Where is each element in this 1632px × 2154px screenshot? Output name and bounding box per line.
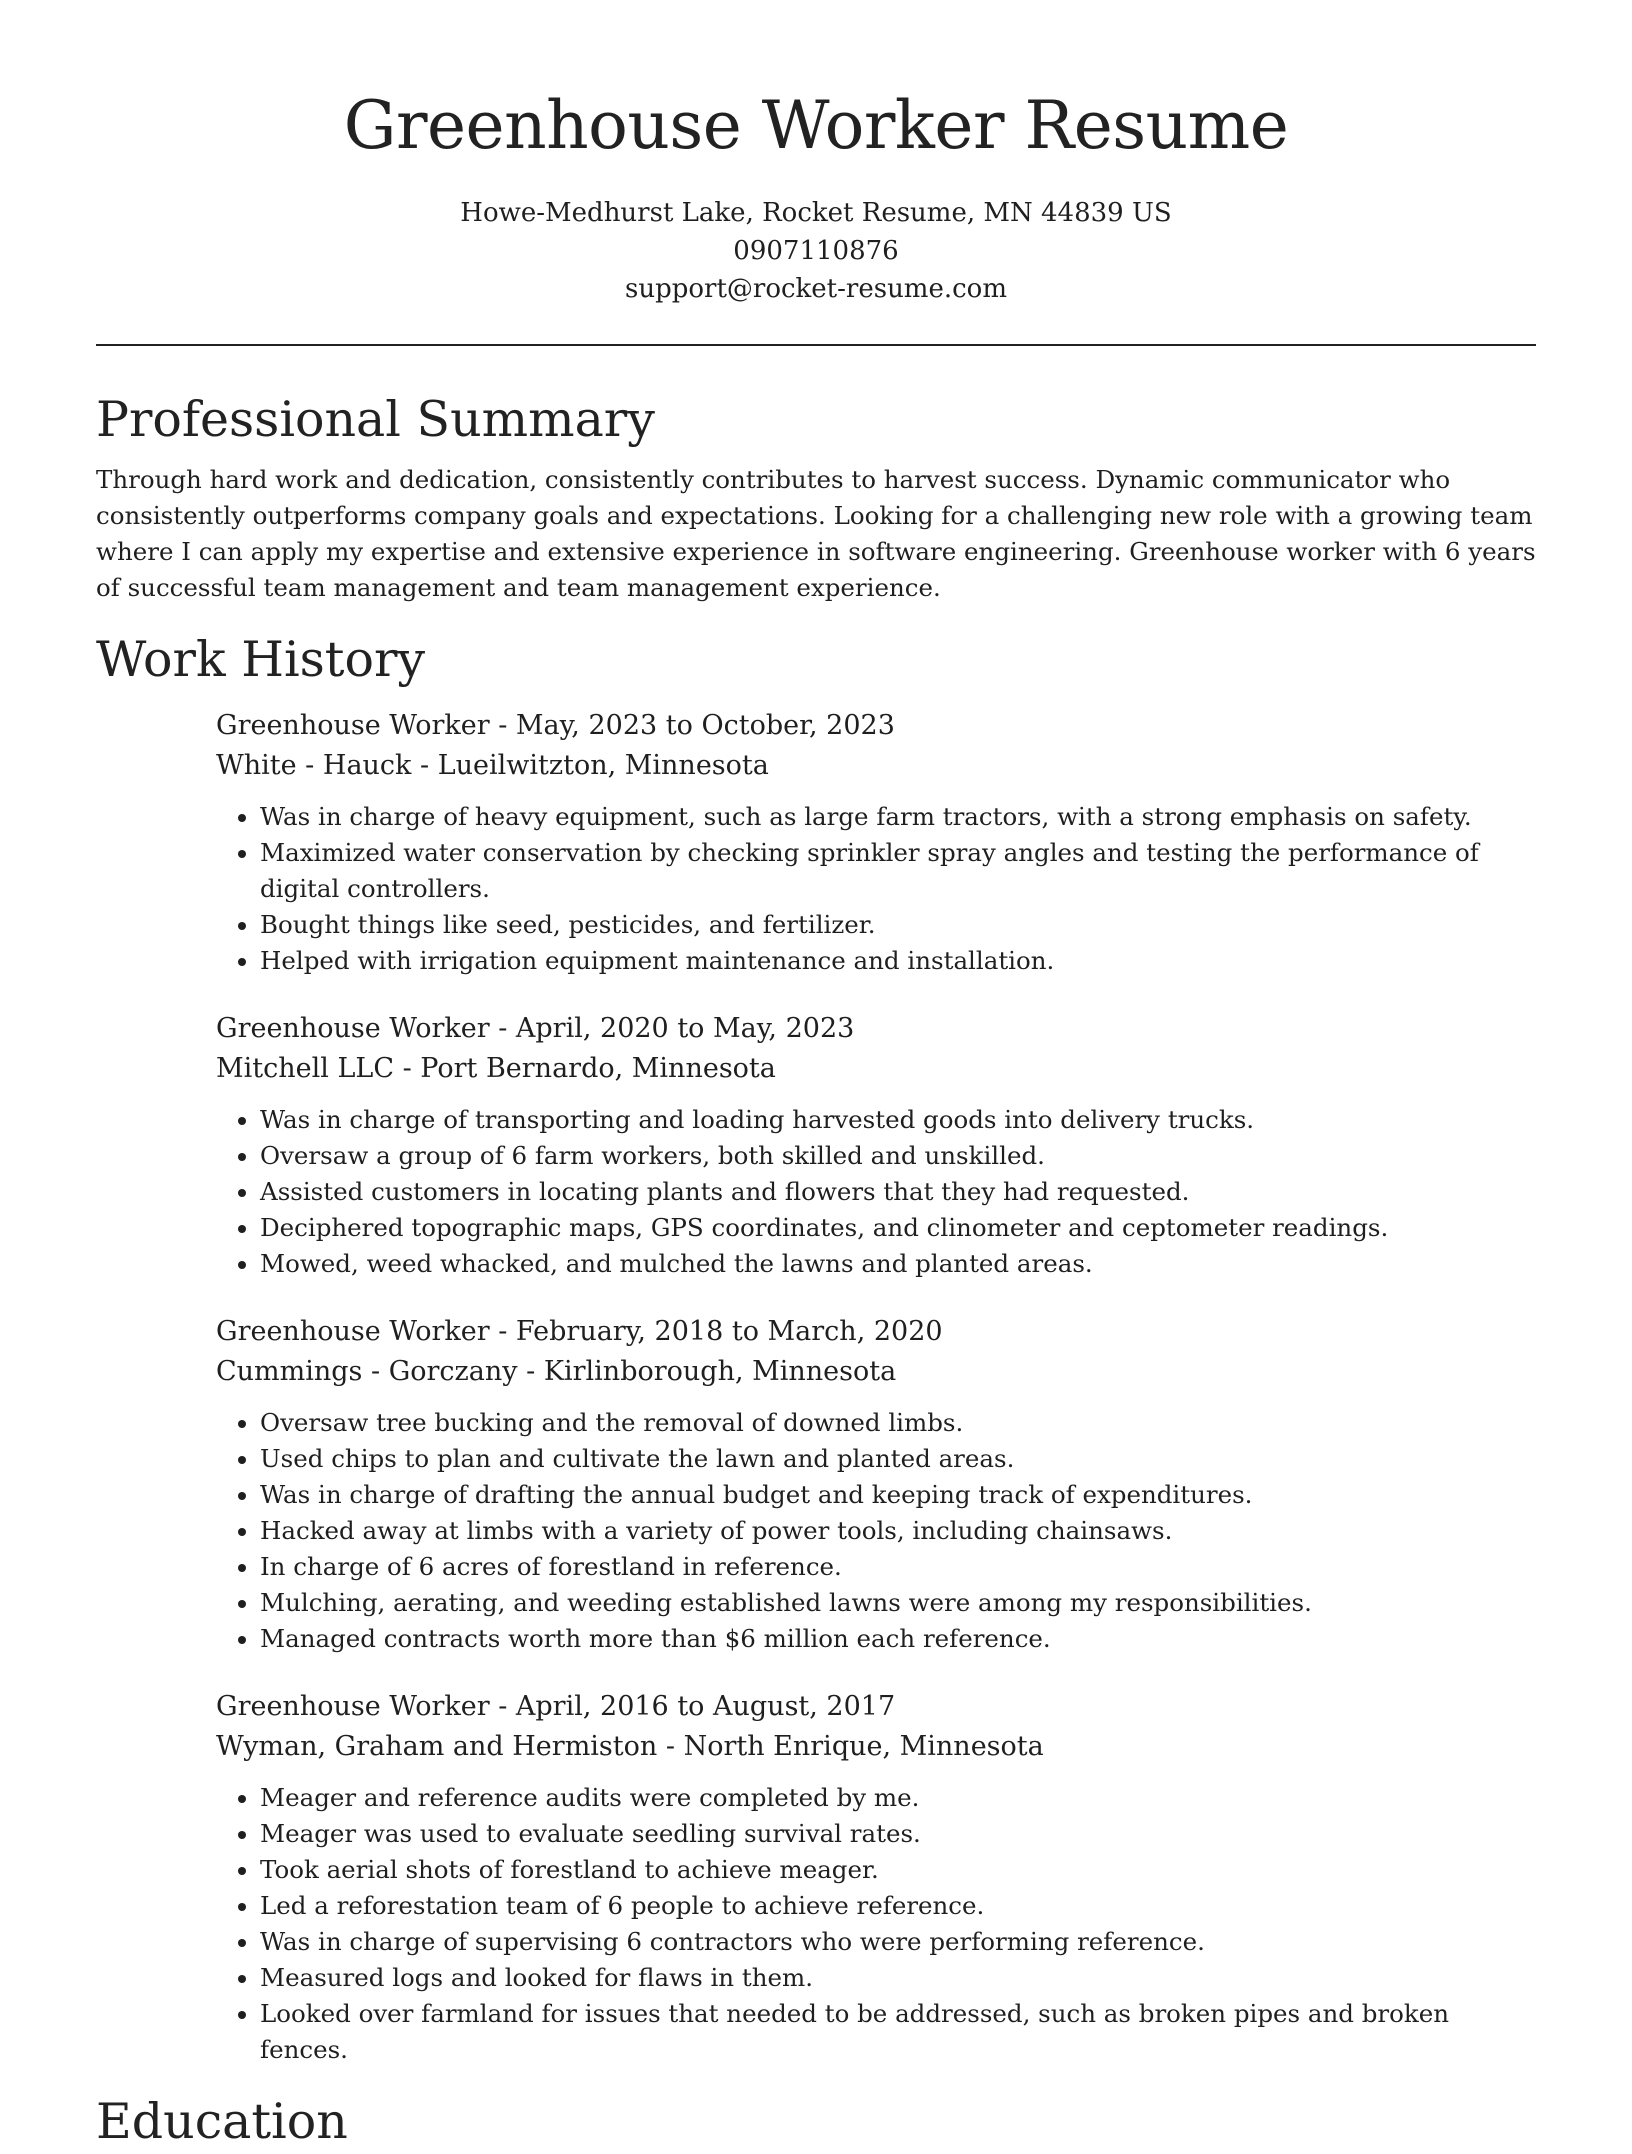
header-divider [96,344,1536,346]
job-bullet: • Mulching, aerating, and weeding established lawns were among my responsibilities. [260,1585,1536,1621]
job-title: Greenhouse Worker [216,710,490,741]
job-bullet: • Took aerial shots of forestland to achieve meager. [260,1852,1536,1888]
job-bullet: • Oversaw a group of 6 farm workers, both skilled and unskilled. [260,1138,1536,1174]
work-history-heading: Work History [96,631,426,688]
job-company-line [216,1352,1536,1391]
job-bullet: • In charge of 6 acres of forestland in reference. [260,1549,1536,1585]
job-bullet: • Used chips to plan and cultivate the lawn and planted areas. [260,1441,1536,1477]
job-bullet: • Maximized water conservation by checking sprinkler spray angles and testing the performance of digital controllers. [260,835,1536,907]
work-history-list [216,706,1536,2068]
job-bullets [216,1405,1536,1657]
job-title-line [216,706,1536,746]
job-location: - Lueilwitzton, Minnesota [411,750,769,781]
job-company: Cummings - Gorczany [216,1356,518,1387]
job-bullet: • Looked over farmland for issues that needed to be addressed, such as broken pipes and broken fences. [260,1996,1536,2068]
job-location: - Port Bernardo, Minnesota [394,1053,776,1084]
job-company: Wyman, Graham and Hermiston [216,1731,658,1762]
job-bullet: • Led a reforestation team of 6 people to achieve reference. [260,1888,1536,1924]
contact-email: support@rocket-resume.com [624,274,1007,304]
job-title-line [216,1312,1536,1352]
job-entry [216,1687,1536,2068]
job-bullet: • Oversaw tree bucking and the removal of downed limbs. [260,1405,1536,1441]
job-location: - Kirlinborough, Minnesota [517,1356,897,1387]
job-dates: - May, 2023 to October, 2023 [489,710,895,741]
job-bullet: • Helped with irrigation equipment maintenance and installation. [260,943,1536,979]
job-bullet: • Was in charge of drafting the annual budget and keeping track of expenditures. [260,1477,1536,1513]
resume-page [96,0,1536,2150]
contact-address: Howe-Medhurst Lake, Rocket Resume, MN 44839 US [460,198,1172,228]
job-bullets [216,1780,1536,2068]
job-bullet: • Deciphered topographic maps, GPS coordinates, and clinometer and ceptometer readings. [260,1210,1536,1246]
resume-header [96,0,1536,308]
job-entry [216,706,1536,979]
education-heading: Education [96,2093,348,2150]
job-bullet: • Was in charge of heavy equipment, such as large farm tractors, with a strong emphasis on safety. [260,799,1536,835]
job-bullets [216,799,1536,979]
job-title: Greenhouse Worker [216,1691,490,1722]
job-bullet: • Assisted customers in locating plants and flowers that they had requested. [260,1174,1536,1210]
contact-phone: 0907110876 [733,236,899,266]
job-bullets [216,1102,1536,1282]
job-company-line [216,746,1536,785]
job-title-line [216,1009,1536,1049]
job-company: Mitchell LLC [216,1053,394,1084]
job-dates: - February, 2018 to March, 2020 [489,1316,943,1347]
job-entry [216,1312,1536,1657]
resume-title: Greenhouse Worker Resume [343,87,1289,164]
job-bullet: • Was in charge of transporting and loading harvested goods into delivery trucks. [260,1102,1536,1138]
job-company-line [216,1727,1536,1766]
job-title: Greenhouse Worker [216,1316,490,1347]
job-dates: - April, 2020 to May, 2023 [489,1013,855,1044]
job-title-line [216,1687,1536,1727]
job-bullet: • Meager was used to evaluate seedling survival rates. [260,1816,1536,1852]
summary-text: Through hard work and dedication, consistently contributes to harvest success. Dynamic communicator who consistently outperforms company goals and expectations. Looking for a challenging new role with a growing team where I can apply my expertise and extensive experience in software engineering. Greenhouse worker with 6 years of successful team management and team management experience. [96,465,1536,602]
job-dates: - April, 2016 to August, 2017 [489,1691,896,1722]
contact-block [96,194,1536,308]
job-bullet: • Mowed, weed whacked, and mulched the lawns and planted areas. [260,1246,1536,1282]
summary-heading: Professional Summary [96,391,655,448]
job-company: White - Hauck [216,750,412,781]
job-company-line [216,1049,1536,1088]
job-bullet: • Measured logs and looked for flaws in them. [260,1960,1536,1996]
job-bullet: • Hacked away at limbs with a variety of power tools, including chainsaws. [260,1513,1536,1549]
job-bullet: • Meager and reference audits were completed by me. [260,1780,1536,1816]
job-title: Greenhouse Worker [216,1013,490,1044]
job-location: - North Enrique, Minnesota [657,1731,1044,1762]
job-bullet: • Was in charge of supervising 6 contractors who were performing reference. [260,1924,1536,1960]
job-entry [216,1009,1536,1282]
job-bullet: • Managed contracts worth more than $6 million each reference. [260,1621,1536,1657]
job-bullet: • Bought things like seed, pesticides, and fertilizer. [260,907,1536,943]
